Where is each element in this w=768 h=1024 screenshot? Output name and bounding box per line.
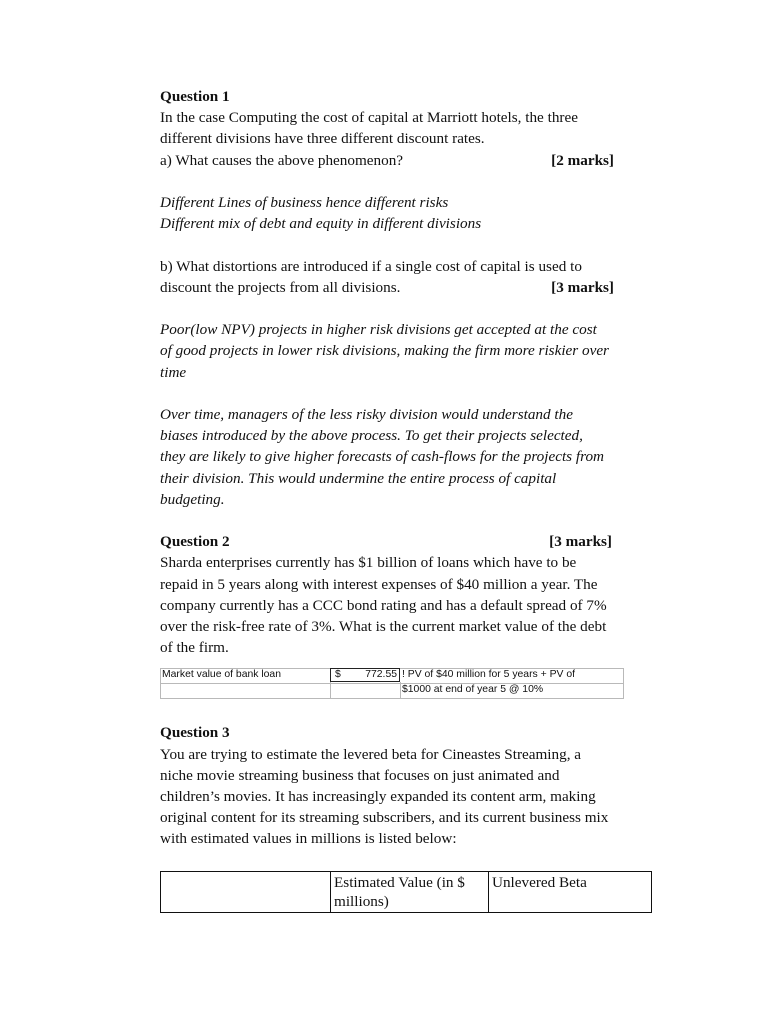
- estimated-value-label-line-1: Estimated Value (in $: [334, 873, 465, 891]
- q1-answer-b-p2-line-2: biases introduced by the above process. To get their projects selected,: [160, 427, 583, 445]
- q1-answer-b-p1-line-3: time: [160, 363, 187, 381]
- question-1-title: Question 1: [160, 88, 230, 105]
- question-2-header: [160, 531, 652, 552]
- q1-part-a: [160, 150, 652, 171]
- q1-answer-b-p2-line-4: their division. This would undermine the entire process of capital: [160, 469, 557, 487]
- q3-body-line-4: original content for its streaming subscribers, and its current business mix: [160, 809, 609, 827]
- q2-body-line-3: company currently has a CCC bond rating and has a default spread of 7%: [160, 596, 607, 614]
- q3-body-line-1: You are trying to estimate the levered beta for Cineastes Streaming, a: [160, 745, 582, 763]
- q3-body-line-2: niche movie streaming business that focuses on just animated and: [160, 766, 560, 784]
- q1-answer-a-line-1: Different Lines of business hence different risks: [160, 194, 449, 211]
- q1-part-b-marks: [3 marks]: [551, 278, 614, 296]
- q1-part-b-line-2: [160, 277, 652, 298]
- document-page: [160, 86, 652, 913]
- header-cell-business: [161, 871, 331, 912]
- bank-loan-currency: $: [335, 669, 341, 681]
- q2-body-line-5: of the firm.: [160, 639, 229, 657]
- header-cell-estimated-value: [331, 871, 489, 912]
- q1-answer-a-line-2: Different mix of debt and equity in different divisions: [160, 215, 482, 233]
- bank-loan-label: Market value of bank loan: [162, 669, 281, 681]
- q1-part-a-marks: [2 marks]: [551, 151, 614, 169]
- q1-intro-line-2: different divisions have three different discount rates.: [160, 130, 485, 148]
- bank-loan-note-line-2: $1000 at end of year 5 @ 10%: [402, 684, 544, 696]
- q1-part-a-question: a) What causes the above phenomenon?: [160, 151, 404, 169]
- bank-loan-note-line-1: ! PV of $40 million for 5 years + PV of: [402, 669, 575, 681]
- bank-loan-value: 772.55: [365, 669, 397, 681]
- q1-part-b-line-1: b) What distortions are introduced if a single cost of capital is used to: [160, 257, 582, 275]
- q1-answer-b-p1-line-2: of good projects in lower risk divisions, making the firm more riskier over: [160, 342, 609, 360]
- q2-body-line-2: repaid in 5 years along with interest expenses of $40 million a year. The: [160, 575, 598, 593]
- q2-body-line-4: over the risk-free rate of 3%. What is the current market value of the debt: [160, 618, 607, 635]
- q1-part-b-question: discount the projects from all divisions.: [160, 278, 401, 296]
- question-2-title: Question 2: [160, 533, 230, 551]
- bank-loan-note-text: PV of $40 million for 5 years + PV of: [407, 669, 575, 681]
- q1-answer-b-p2-line-1: Over time, managers of the less risky division would understand the: [160, 405, 573, 423]
- table-row: [161, 871, 652, 912]
- q1-answer-b-p2-line-5: budgeting.: [160, 490, 225, 508]
- question-3-title: Question 3: [160, 724, 230, 742]
- q1-answer-b-p2-line-3: they are likely to give higher forecasts of cash-flows for the projects from: [160, 448, 605, 466]
- header-cell-unlevered-beta: Unlevered Beta: [489, 871, 652, 912]
- bank-loan-table: [160, 668, 624, 700]
- q3-body-line-5: with estimated values in millions is listed below:: [160, 830, 457, 848]
- estimated-value-label-line-2: millions): [334, 892, 389, 910]
- question-2-marks: [3 marks]: [549, 533, 612, 551]
- q1-answer-b-p1-line-1: Poor(low NPV) projects in higher risk divisions get accepted at the cost: [160, 321, 597, 339]
- q3-body-line-3: children’s movies. It has increasingly expanded its content arm, making: [160, 788, 596, 806]
- q1-intro-line-1: In the case Computing the cost of capital at Marriott hotels, the three: [160, 109, 578, 127]
- q2-body-line-1: Sharda enterprises currently has $1 billion of loans which have to be: [160, 554, 577, 572]
- business-mix-table: [160, 871, 652, 913]
